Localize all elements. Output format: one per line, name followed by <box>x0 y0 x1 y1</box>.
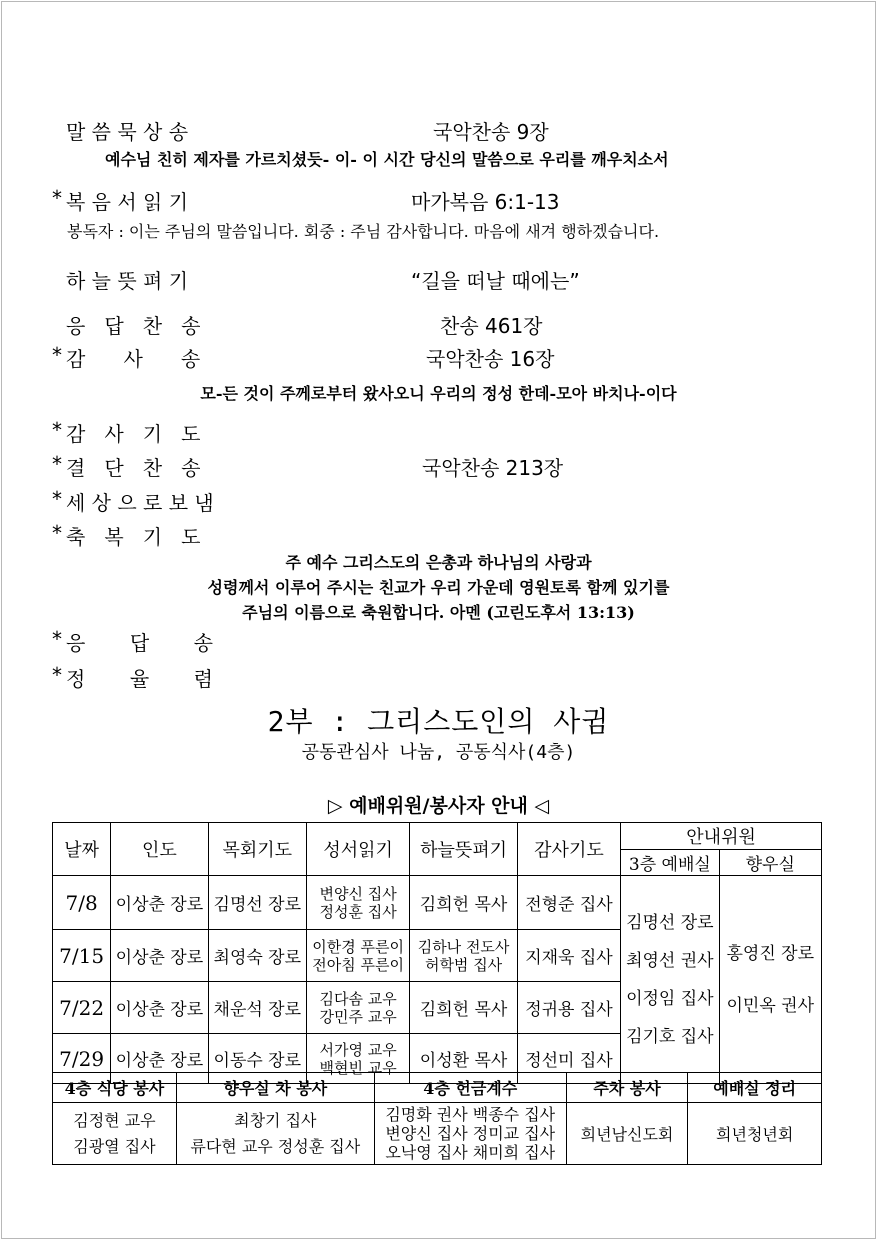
row-lead: 이상춘 장로 <box>111 876 208 930</box>
order-label-11: 정 율 렴 <box>66 667 213 691</box>
order-star-6: * <box>52 418 62 442</box>
row-sermon: 이성환 목사 <box>410 1034 517 1084</box>
benediction-line-1: 주 예수 그리스도의 은총과 하나님의 사랑과 <box>285 553 592 572</box>
row-prayer: 이동수 장로 <box>208 1034 306 1084</box>
header-prayer: 목회기도 <box>208 823 306 876</box>
benediction-line-3: 주님의 이름으로 축원합니다. 아멘 (고린도후서 13:13) <box>242 603 635 622</box>
header-sermon: 하늘뜻펴기 <box>410 823 517 876</box>
row-date: 7/15 <box>53 930 111 982</box>
order-star-8: * <box>52 487 62 511</box>
usher-3f-name: 최영선 권사 <box>626 950 714 971</box>
order-label-3: 하 늘 뜻 펴 기 <box>66 269 189 293</box>
row-sermon: 김하나 전도사 허학범 집사 <box>410 930 517 982</box>
part2-subtitle: 공동관심사 나눔, 공동식사(4층) <box>301 742 576 763</box>
table-row <box>53 876 822 930</box>
table-row <box>53 1103 822 1165</box>
usher-3f-name: 김기호 집사 <box>626 1026 714 1047</box>
order-star-7: * <box>52 452 62 476</box>
header-ushers-3f: 3층 예배실 <box>621 850 719 876</box>
order-label-1: 말 씀 묵 상 송 <box>66 120 189 144</box>
row-prayer: 최영숙 장로 <box>208 930 306 982</box>
order-value-1: 국악찬송 9장 <box>433 120 549 144</box>
order-label-10: 응 답 송 <box>66 631 213 655</box>
ushers-hyang-cell <box>719 876 821 1084</box>
row-reading: 서가영 교우 백현빈 교우 <box>306 1034 409 1084</box>
order-value-5: 국악찬송 16장 <box>426 347 555 371</box>
row-lead: 이상춘 장로 <box>111 1034 208 1084</box>
usher-3f-name: 이정임 집사 <box>626 988 714 1009</box>
order-lyric-1: 예수님 친히 제자를 가르치셨듯- 이- 이 시간 당신의 말씀으로 우리를 깨우치소서 <box>105 150 669 169</box>
order-star-5: * <box>52 343 62 367</box>
triangle-right-icon: ▷ <box>327 795 343 817</box>
cell-tea: 최창기 집사 류다현 교우 정성훈 집사 <box>176 1103 374 1165</box>
order-value-2: 마가복음 6:1-13 <box>411 190 560 214</box>
order-star-9: * <box>52 521 62 545</box>
usher-hyang-name: 이민옥 권사 <box>726 995 815 1016</box>
row-reading: 변양신 집사 정성훈 집사 <box>306 876 409 930</box>
order-label-2: 복 음 서 읽 기 <box>66 190 189 214</box>
order-response-2: 봉독자 : 이는 주님의 말씀입니다. 회중 : 주님 감사합니다. 마음에 새겨 행하겠습니다. <box>67 222 660 241</box>
order-value-7: 국악찬송 213장 <box>422 456 564 480</box>
row-thanks: 정선미 집사 <box>517 1034 620 1084</box>
order-label-7: 결 단 찬 송 <box>66 456 201 480</box>
order-label-4: 응 답 찬 송 <box>66 314 201 338</box>
cell-cleanup: 희년청년회 <box>688 1103 822 1165</box>
row-thanks: 지재욱 집사 <box>517 930 620 982</box>
header-cleanup: 예배실 정리 <box>688 1073 822 1103</box>
usher-3f-name: 김명선 장로 <box>626 912 714 933</box>
order-label-9: 축 복 기 도 <box>66 525 201 549</box>
row-sermon: 김희헌 목사 <box>410 876 517 930</box>
ushers-3f-cell <box>621 876 719 1084</box>
staff-heading <box>0 791 877 818</box>
cell-parking: 희년남신도회 <box>566 1103 688 1165</box>
order-label-6: 감 사 기 도 <box>66 422 201 446</box>
cell-cafeteria: 김정현 교우 김광열 집사 <box>53 1103 177 1165</box>
benediction-line-2: 성령께서 이루어 주시는 친교가 우리 가운데 영원토록 함께 있기를 <box>207 578 670 597</box>
row-reading: 김다솜 교우 강민주 교우 <box>306 982 409 1034</box>
header-thanks: 감사기도 <box>517 823 620 876</box>
row-prayer: 김명선 장로 <box>208 876 306 930</box>
row-date: 7/8 <box>53 876 111 930</box>
row-reading: 이한경 푸른이 전아침 푸른이 <box>306 930 409 982</box>
row-lead: 이상춘 장로 <box>111 930 208 982</box>
header-parking: 주차 봉사 <box>566 1073 688 1103</box>
row-date: 7/29 <box>53 1034 111 1084</box>
staff-heading-text: 예배위원/봉사자 안내 <box>349 795 528 817</box>
usher-hyang-name: 홍영진 장로 <box>726 943 815 964</box>
header-date: 날짜 <box>53 823 111 876</box>
row-date: 7/22 <box>53 982 111 1034</box>
order-label-8: 세 상 으 로 보 냄 <box>66 491 214 515</box>
part2-title: 2부 : 그리스도인의 사귐 <box>267 705 610 738</box>
header-lead: 인도 <box>111 823 208 876</box>
order-lyric-5: 모-든 것이 주께로부터 왔사오니 우리의 정성 한데-모아 바치나-이다 <box>200 384 677 403</box>
order-label-5: 감 사 송 <box>66 347 201 371</box>
triangle-left-icon: ◁ <box>534 795 550 817</box>
header-offering: 4층 헌금계수 <box>374 1073 566 1103</box>
order-value-3: “길을 떠날 때에는” <box>411 269 580 293</box>
row-thanks: 전형준 집사 <box>517 876 620 930</box>
service-table <box>52 1072 822 1165</box>
header-ushers: 안내위원 <box>621 823 822 850</box>
header-ushers-hyang: 향우실 <box>719 850 821 876</box>
row-thanks: 정귀용 집사 <box>517 982 620 1034</box>
order-star-2: * <box>52 186 62 210</box>
header-tea: 향우실 차 봉사 <box>176 1073 374 1103</box>
order-star-10: * <box>52 627 62 651</box>
header-reading: 성서읽기 <box>306 823 409 876</box>
row-lead: 이상춘 장로 <box>111 982 208 1034</box>
row-sermon: 김희헌 목사 <box>410 982 517 1034</box>
row-prayer: 채운석 장로 <box>208 982 306 1034</box>
header-cafeteria: 4층 식당 봉사 <box>53 1073 177 1103</box>
order-star-11: * <box>52 663 62 687</box>
order-value-4: 찬송 461장 <box>440 314 543 338</box>
staff-table <box>52 822 822 1084</box>
cell-offering: 김명화 권사 백종수 집사 변양신 집사 정미교 집사 오낙영 집사 채미희 집사 <box>374 1103 566 1165</box>
